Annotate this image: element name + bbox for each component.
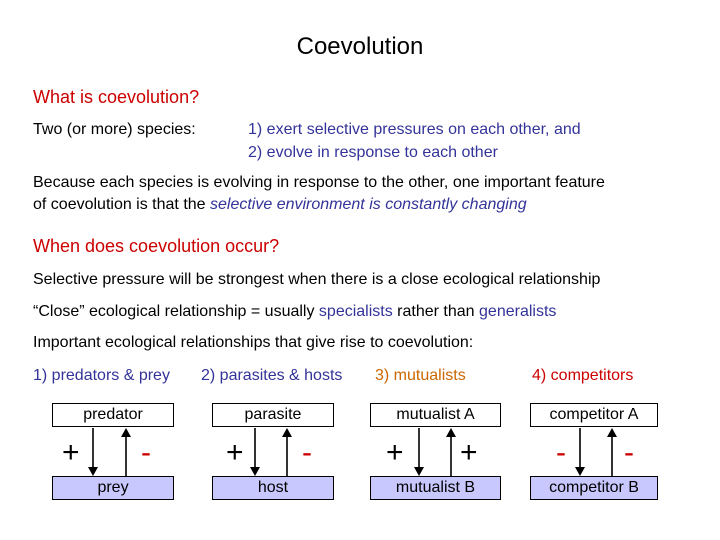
competitor-b-box: competitor B bbox=[530, 476, 658, 500]
mutualist-a-effect-sign: + bbox=[386, 436, 404, 469]
competitor-a-effect-sign: - bbox=[556, 436, 566, 469]
prey-box: prey bbox=[52, 476, 174, 500]
important-relationships-text: Important ecological relationships that give rise to coevolution: bbox=[33, 334, 474, 351]
because-line-2-prefix: of coevolution is that the bbox=[33, 196, 210, 213]
competitor-a-box: competitor A bbox=[530, 403, 658, 427]
competitor-b-effect-sign: - bbox=[624, 436, 634, 469]
generalists-term: generalists bbox=[479, 303, 557, 320]
arrow-up-icon bbox=[446, 428, 456, 476]
arrow-down-icon bbox=[88, 428, 98, 476]
specialists-term: specialists bbox=[318, 303, 393, 320]
parasite-effect-sign: + bbox=[226, 436, 244, 469]
relationship-label-competitors: 4) competitors bbox=[532, 367, 634, 384]
predator-box: predator bbox=[52, 403, 174, 427]
close-relationship-line bbox=[33, 303, 556, 321]
arrow-up-icon bbox=[282, 428, 292, 476]
point-evolve: 2) evolve in response to each other bbox=[248, 144, 498, 161]
arrow-down-icon bbox=[250, 428, 260, 476]
section-heading-when: When does coevolution occur? bbox=[33, 236, 280, 256]
mutualist-b-box: mutualist B bbox=[370, 476, 501, 500]
host-effect-sign: - bbox=[302, 436, 312, 469]
selective-environment-emphasis: selective environment is constantly changing bbox=[210, 196, 527, 213]
arrow-down-icon bbox=[575, 428, 585, 476]
arrow-down-icon bbox=[414, 428, 424, 476]
host-box: host bbox=[212, 476, 334, 500]
relationship-label-mutualists: 3) mutualists bbox=[375, 367, 466, 384]
two-species-label: Two (or more) species: bbox=[33, 121, 196, 138]
predator-effect-sign: + bbox=[62, 436, 80, 469]
relationship-label-parasites: 2) parasites & hosts bbox=[201, 367, 343, 384]
parasite-box: parasite bbox=[212, 403, 334, 427]
arrow-up-icon bbox=[121, 428, 131, 476]
relationship-label-predators: 1) predators & prey bbox=[33, 367, 170, 384]
rather-than: rather than bbox=[392, 303, 480, 320]
strongest-text: Selective pressure will be strongest when there is a close ecological relationship bbox=[33, 271, 601, 288]
prey-effect-sign: - bbox=[141, 436, 151, 469]
mutualist-a-box: mutualist A bbox=[370, 403, 501, 427]
point-exert: 1) exert selective pressures on each other, and bbox=[248, 121, 581, 138]
because-line-1: Because each species is evolving in response to the other, one important feature bbox=[33, 174, 605, 191]
arrow-up-icon bbox=[607, 428, 617, 476]
close-prefix: “Close” ecological relationship = usually bbox=[33, 303, 319, 320]
mutualist-b-effect-sign: + bbox=[460, 436, 478, 469]
page-title: Coevolution bbox=[296, 33, 424, 60]
section-heading-what: What is coevolution? bbox=[33, 87, 200, 107]
because-line-2 bbox=[33, 196, 527, 214]
